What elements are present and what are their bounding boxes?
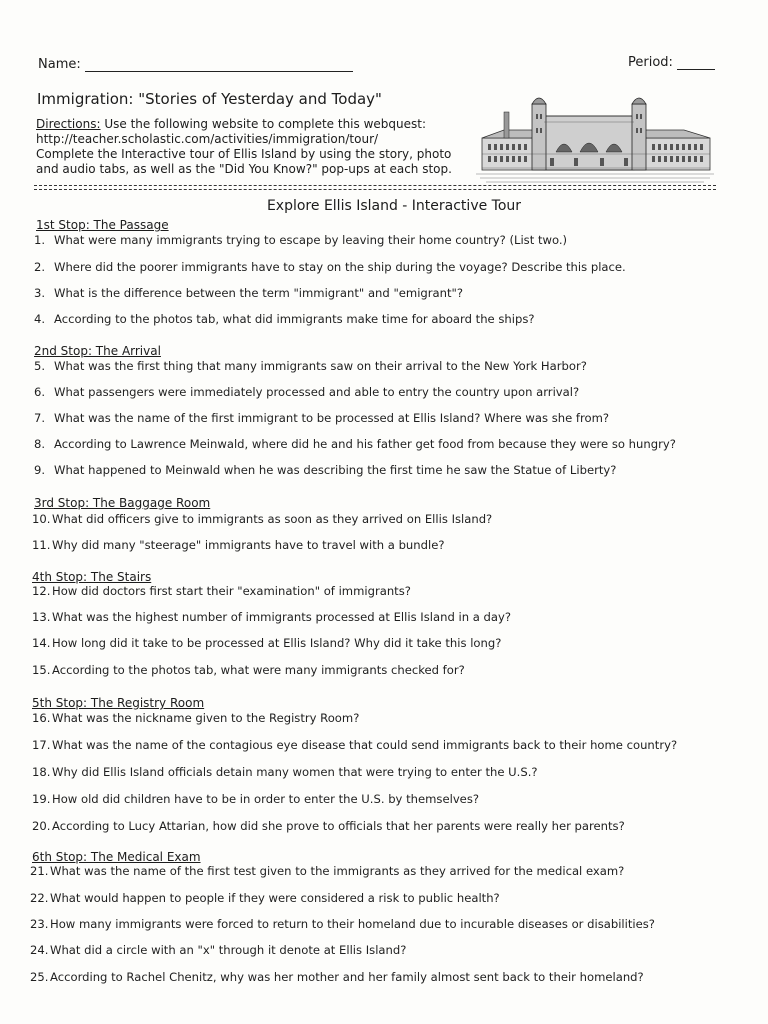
question-item: 23. How many immigrants were forced to return to their homeland due to incurable diseases or disabilities? — [30, 917, 655, 931]
directions-label: Directions: — [36, 117, 101, 131]
question-item: 7. What was the name of the first immigrant to be processed at Ellis Island? Where was she from? — [34, 411, 610, 425]
name-field — [38, 57, 353, 72]
double-divider-top — [34, 185, 716, 186]
question-item: 22. What would happen to people if they were considered a risk to public health? — [30, 891, 500, 905]
directions-line-4: and audio tabs, as well as the "Did You Know?" pop-ups at each stop. — [36, 162, 452, 176]
directions-line-1: Use the following website to complete this webquest: — [100, 117, 426, 131]
question-item: 10. What did officers give to immigrants as soon as they arrived on Ellis Island? — [32, 512, 493, 526]
directions-block — [36, 117, 476, 177]
question-item: 1. What were many immigrants trying to escape by leaving their home country? (List two.) — [34, 233, 568, 247]
question-item: 12. How did doctors first start their "examination" of immigrants? — [32, 584, 411, 598]
question-item: 16. What was the nickname given to the Registry Room? — [32, 711, 360, 725]
question-item: 3. What is the difference between the term "immigrant" and "emigrant"? — [34, 286, 464, 300]
question-item: 21. What was the name of the first test given to the immigrants as they arrived for the medical exam? — [30, 864, 625, 878]
question-item: 11. Why did many "steerage" immigrants have to travel with a bundle? — [32, 538, 445, 552]
question-item: 9. What happened to Meinwald when he was describing the first time he saw the Statue of Liberty? — [34, 463, 617, 477]
question-item: 25. According to Rachel Chenitz, why was her mother and her family almost sent back to their homeland? — [30, 970, 644, 984]
directions-line-3: Complete the Interactive tour of Ellis Island by using the story, photo — [36, 147, 452, 161]
section-heading-arrival: 2nd Stop: The Arrival — [34, 344, 161, 358]
directions-url: http://teacher.scholastic.com/activities/immigration/tour/ — [36, 132, 379, 146]
double-divider-bottom — [34, 189, 716, 190]
section-heading-medical-exam: 6th Stop: The Medical Exam — [32, 850, 201, 864]
period-blank-line — [677, 57, 715, 70]
question-item: 19. How old did children have to be in order to enter the U.S. by themselves? — [32, 792, 480, 806]
question-item: 17. What was the name of the contagious eye disease that could send immigrants back to their home country? — [32, 738, 678, 752]
question-item: 5. What was the first thing that many immigrants saw on their arrival to the New York Harbor? — [34, 359, 587, 373]
question-item: 2. Where did the poorer immigrants have to stay on the ship during the voyage? Describe this place. — [34, 260, 626, 274]
ellis-island-building-illustration — [474, 92, 716, 184]
question-item: 13. What was the highest number of immigrants processed at Ellis Island in a day? — [32, 610, 512, 624]
question-item: 18. Why did Ellis Island officials detain many women that were trying to enter the U.S.? — [32, 765, 538, 779]
question-item: 20. According to Lucy Attarian, how did she prove to officials that her parents were really her parents? — [32, 819, 625, 833]
question-item: 14. How long did it take to be processed at Ellis Island? Why did it take this long? — [32, 636, 502, 650]
question-item: 6. What passengers were immediately processed and able to entry the country upon arrival? — [34, 385, 580, 399]
question-item: 24. What did a circle with an "x" through it denote at Ellis Island? — [30, 943, 407, 957]
question-item: 15. According to the photos tab, what were many immigrants checked for? — [32, 663, 465, 677]
section-heading-baggage-room: 3rd Stop: The Baggage Room — [34, 496, 211, 510]
period-label: Period: — [628, 55, 673, 70]
section-heading-passage: 1st Stop: The Passage — [36, 218, 169, 232]
name-label: Name: — [38, 57, 81, 72]
question-item: 4. According to the photos tab, what did immigrants make time for aboard the ships? — [34, 312, 535, 326]
section-heading-stairs: 4th Stop: The Stairs — [32, 570, 152, 584]
period-field — [628, 55, 715, 70]
question-item: 8. According to Lawrence Meinwald, where did he and his father get food from because they were so hungry? — [34, 437, 676, 451]
name-blank-line — [85, 59, 353, 72]
tour-title: Explore Ellis Island - Interactive Tour — [266, 198, 522, 214]
worksheet-title: Immigration: "Stories of Yesterday and Today" — [37, 90, 382, 108]
section-heading-registry-room: 5th Stop: The Registry Room — [32, 696, 205, 710]
